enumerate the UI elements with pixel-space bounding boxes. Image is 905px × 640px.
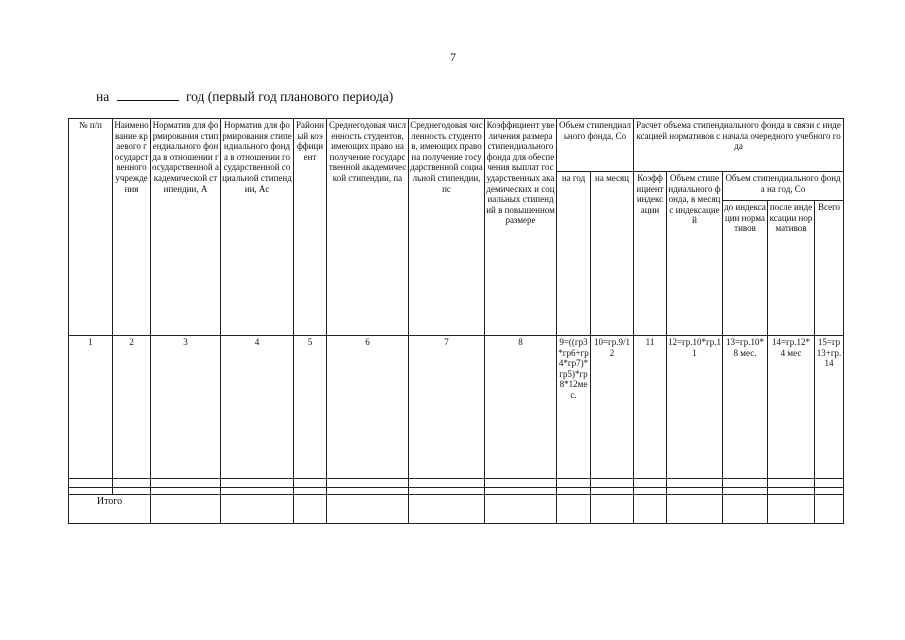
column-number: 11 bbox=[634, 336, 667, 479]
column-numbers-row bbox=[69, 336, 844, 479]
table-cell[interactable] bbox=[667, 488, 723, 495]
table-cell[interactable] bbox=[151, 495, 221, 524]
header-academic-students: Среднегодовая численность студентов, имеющих право на получение государственной академической стипендии, па bbox=[327, 119, 409, 336]
header-row bbox=[69, 119, 844, 172]
header-academic-norm: Норматив для формирования стипендиального фонда в отношении государственной академической стипендии, А bbox=[151, 119, 221, 336]
heading-suffix: год (первый год планового периода) bbox=[185, 89, 394, 104]
table-cell[interactable] bbox=[667, 479, 723, 488]
table-cell[interactable] bbox=[667, 495, 723, 524]
column-formula: 9=((гр3*гр6+гр4*гр7)*гр5)*гр8*12мес. bbox=[557, 336, 591, 479]
column-formula: 10=гр.9/12 bbox=[591, 336, 634, 479]
header-monthly-volume-indexed: Объем стипендиального фонда, в месяц с индексацией bbox=[667, 172, 723, 336]
header-institution-name: Наименование краевого государственного учреждения bbox=[113, 119, 151, 336]
header-social-norm: Норматив для формирования стипендиального фонда в отношении государственной социальной стипендии, Ас bbox=[221, 119, 294, 336]
table-cell[interactable] bbox=[557, 488, 591, 495]
table-cell[interactable] bbox=[485, 495, 557, 524]
header-total: Всего bbox=[815, 201, 844, 336]
table-cell[interactable] bbox=[294, 488, 327, 495]
header-per-month: на месяц bbox=[591, 172, 634, 336]
header-increase-coefficient: Коэффициент увеличения размера стипендиального фонда для обеспечения выплат государственных академических и социальных стипендий в повышенном размере bbox=[485, 119, 557, 336]
table-cell[interactable] bbox=[113, 488, 151, 495]
table-cell[interactable] bbox=[409, 479, 485, 488]
period-heading bbox=[96, 88, 393, 105]
table-cell[interactable] bbox=[591, 488, 634, 495]
header-fund-volume: Объем стипендиального фонда, Со bbox=[557, 119, 634, 172]
total-row bbox=[69, 495, 844, 524]
table-cell[interactable] bbox=[768, 488, 815, 495]
header-social-students: Среднегодовая численность студентов, имеющих право на получение государственной социальной стипендии, пс bbox=[409, 119, 485, 336]
table-cell[interactable] bbox=[815, 488, 844, 495]
column-formula: 15=гр13+гр.14 bbox=[815, 336, 844, 479]
table-cell[interactable] bbox=[294, 479, 327, 488]
column-number: 8 bbox=[485, 336, 557, 479]
table-cell[interactable] bbox=[294, 495, 327, 524]
table-cell[interactable] bbox=[151, 488, 221, 495]
table-cell[interactable] bbox=[815, 495, 844, 524]
table-cell[interactable] bbox=[485, 479, 557, 488]
column-number: 4 bbox=[221, 336, 294, 479]
column-formula: 13=гр.10*8 мес. bbox=[723, 336, 768, 479]
table-cell[interactable] bbox=[815, 479, 844, 488]
column-number: 1 bbox=[69, 336, 113, 479]
header-annual-volume: Объем стипендиального фонда на год, Со bbox=[723, 172, 844, 201]
table-cell[interactable] bbox=[634, 488, 667, 495]
table-cell[interactable] bbox=[723, 479, 768, 488]
table-cell[interactable] bbox=[221, 495, 294, 524]
column-formula: 14=гр.12* 4 мес bbox=[768, 336, 815, 479]
table-cell[interactable] bbox=[69, 479, 113, 488]
header-indexation-coefficient: Коэффициент индексации bbox=[634, 172, 667, 336]
table-cell[interactable] bbox=[327, 479, 409, 488]
table-cell[interactable] bbox=[327, 495, 409, 524]
table-cell[interactable] bbox=[768, 495, 815, 524]
header-before-indexation: до индексации нормативов bbox=[723, 201, 768, 336]
table-cell[interactable] bbox=[768, 479, 815, 488]
table-cell[interactable] bbox=[557, 479, 591, 488]
heading-prefix: на bbox=[96, 89, 110, 104]
column-number: 6 bbox=[327, 336, 409, 479]
table-cell[interactable] bbox=[634, 479, 667, 488]
header-after-indexation: после индексации нормативов bbox=[768, 201, 815, 336]
empty-row bbox=[69, 479, 844, 488]
table-cell[interactable] bbox=[327, 488, 409, 495]
table-cell[interactable] bbox=[557, 495, 591, 524]
table-cell[interactable] bbox=[723, 495, 768, 524]
table-cell[interactable] bbox=[485, 488, 557, 495]
table-cell[interactable] bbox=[409, 495, 485, 524]
table-cell[interactable] bbox=[113, 479, 151, 488]
table-cell[interactable] bbox=[723, 488, 768, 495]
table-cell[interactable] bbox=[221, 479, 294, 488]
header-number: № п/п bbox=[69, 119, 113, 336]
table-cell[interactable] bbox=[591, 479, 634, 488]
header-district-coefficient: Районный коэффициент bbox=[294, 119, 327, 336]
page-number: 7 bbox=[450, 50, 456, 64]
column-number: 3 bbox=[151, 336, 221, 479]
scholarship-fund-table bbox=[68, 118, 844, 524]
header-per-year: на год bbox=[557, 172, 591, 336]
table-cell[interactable] bbox=[151, 479, 221, 488]
column-formula: 12=гр.10*гр.11 bbox=[667, 336, 723, 479]
empty-row bbox=[69, 488, 844, 495]
year-blank-field bbox=[117, 88, 179, 101]
total-label: Итого bbox=[69, 495, 151, 524]
table-cell[interactable] bbox=[69, 488, 113, 495]
table-cell[interactable] bbox=[409, 488, 485, 495]
table-cell[interactable] bbox=[221, 488, 294, 495]
header-indexation-calculation: Расчет объема стипендиального фонда в связи с индексацией нормативов с начала очередного учебного года bbox=[634, 119, 844, 172]
column-number: 2 bbox=[113, 336, 151, 479]
table-cell[interactable] bbox=[634, 495, 667, 524]
column-number: 7 bbox=[409, 336, 485, 479]
table-cell[interactable] bbox=[591, 495, 634, 524]
column-number: 5 bbox=[294, 336, 327, 479]
